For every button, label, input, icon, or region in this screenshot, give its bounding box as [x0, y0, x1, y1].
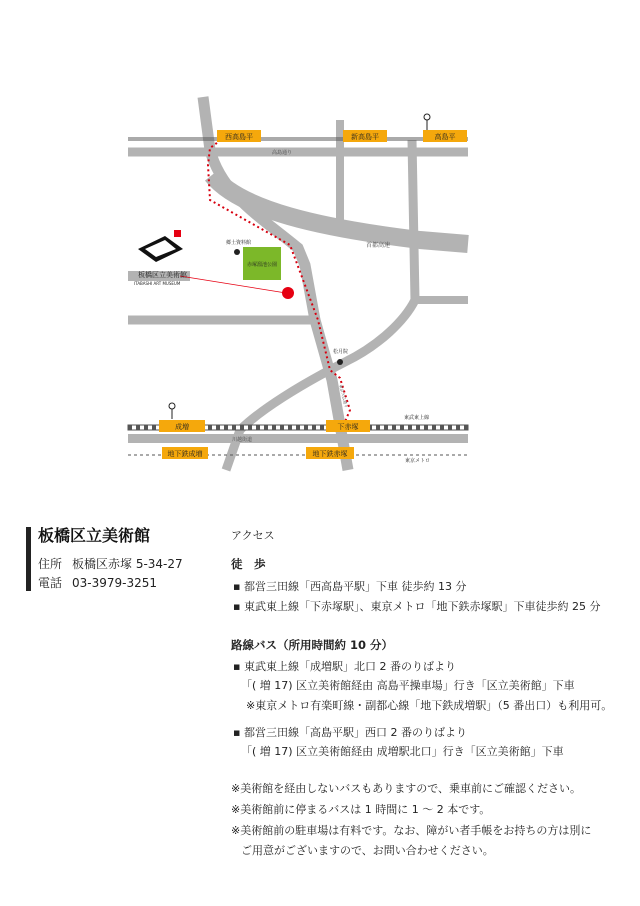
- road-east-branch: [226, 140, 415, 470]
- museum-logo-jp: 板橋区立美術館: [138, 271, 187, 279]
- phone-row: [38, 574, 157, 591]
- station-narimasu-label: 成増: [175, 423, 189, 431]
- shokakuin-label: 松月院: [333, 349, 349, 355]
- walk-item-2: ▪ 東武東上線「下赤塚駅」、東京メトロ「地下鉄赤塚駅」下車徒歩約 25 分: [233, 600, 601, 613]
- bus-item-2-route: 「( 増 17) 区立美術館経由 成増駅北口」行き「区立美術館」下車: [241, 745, 564, 758]
- museum-logo-icon: [138, 230, 183, 262]
- address-label: 住所: [38, 557, 63, 571]
- label-dai-road: 東京大仏通り: [338, 383, 350, 409]
- info-accent-bar: [26, 527, 31, 591]
- label-takashima-dori: 高島通り: [272, 150, 293, 156]
- station-chikatetsu-narimasu-label: 地下鉄成増: [167, 450, 203, 458]
- bus-heading: 路線バス（所用時間約 10 分）: [231, 638, 394, 652]
- label-tobu-tojo: 東武東上線: [404, 415, 430, 421]
- label-shuto-kosoku: 首都高速: [366, 242, 391, 249]
- address-value: 板橋区赤塚 5-34-27: [72, 557, 183, 571]
- bus-item-1: ▪ 東武東上線「成増駅」北口 2 番のりばより: [233, 660, 456, 673]
- bus-item-1-route: 「( 増 17) 区立美術館経由 高島平操車場」行き「区立美術館」下車: [241, 679, 575, 692]
- station-takashimadaira-label: 高島平: [434, 133, 456, 141]
- kyodo-shiryokan-marker: [234, 249, 240, 255]
- address-row: [38, 555, 183, 572]
- access-title: アクセス: [231, 529, 275, 542]
- shokakuin-marker: [337, 359, 343, 365]
- walk-item-1: ▪ 都営三田線「西高島平駅」下車 徒歩約 13 分: [233, 580, 467, 593]
- kyodo-shiryokan-label: 郷土資料館: [226, 240, 252, 246]
- label-kawagoe-kaido: 川越街道: [232, 437, 253, 443]
- bus-item-2: ▪ 都営三田線「高島平駅」西口 2 番のりばより: [233, 726, 467, 739]
- museum-logo-en: ITABASHI ART MUSEUM: [134, 281, 181, 286]
- label-tokyo-metro: 東京メトロ: [405, 458, 431, 464]
- station-shin-takashimadaira-label: 新高島平: [351, 133, 379, 141]
- phone-value: 03-3979-3251: [72, 576, 158, 590]
- note-3-cont: ご用意がございますので、お問い合わせください。: [241, 844, 494, 857]
- park-label: 赤塚溜池公園: [246, 262, 278, 268]
- note-1: ※美術館を経由しないバスもありますので、乗車前にご確認ください。: [231, 782, 581, 795]
- rail-mita-line: [128, 138, 468, 140]
- station-shimo-akatsuka-label: 下赤塚: [337, 423, 359, 431]
- station-chikatetsu-akatsuka-label: 地下鉄赤塚: [312, 450, 348, 458]
- bus-item-1-note: ※東京メトロ有楽町線・副都心線「地下鉄成増駅」（5 番出口）も利用可。: [246, 699, 613, 712]
- phone-label: 電話: [38, 576, 63, 590]
- note-3: ※美術館前の駐車場は有料です。なお、障がい者手帳をお持ちの方は別に: [231, 824, 592, 837]
- station-nishi-takashimadaira-label: 西高島平: [225, 133, 253, 141]
- note-2: ※美術館前に停まるバスは 1 時間に 1 〜 2 本です。: [231, 803, 491, 816]
- kawagoe-kaido-road: [128, 434, 468, 443]
- museum-name: 板橋区立美術館: [38, 526, 151, 545]
- walk-heading: 徒 歩: [231, 557, 266, 571]
- museum-marker: [282, 287, 294, 299]
